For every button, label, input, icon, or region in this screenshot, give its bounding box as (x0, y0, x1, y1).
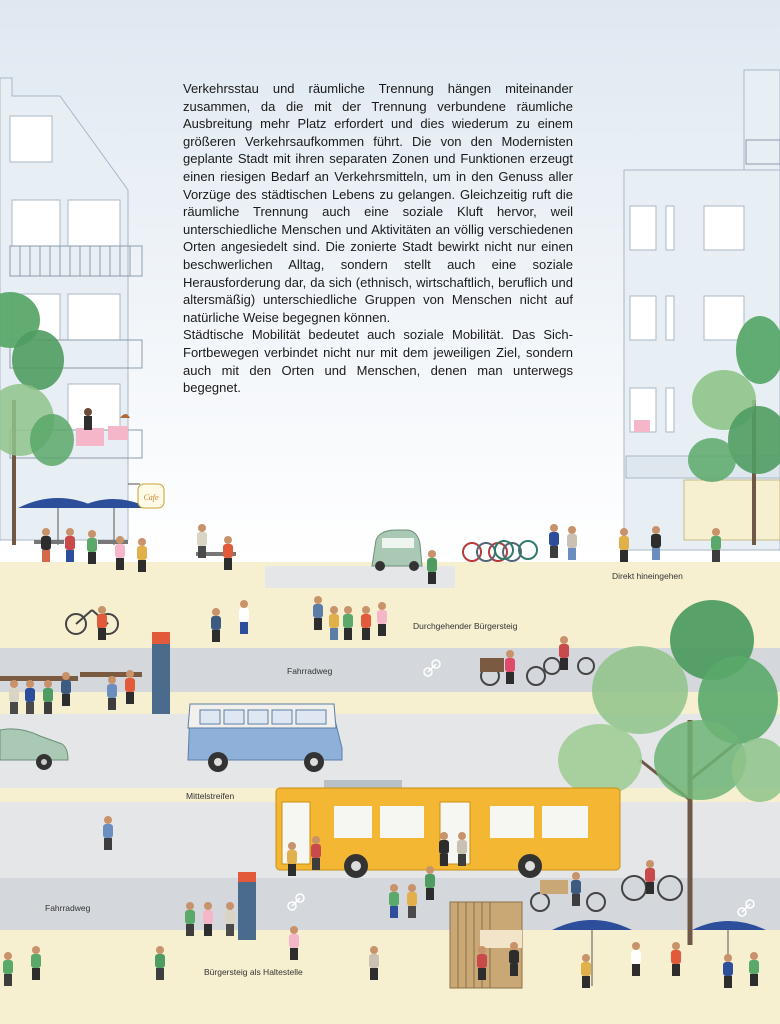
bottom-sidewalk (0, 930, 780, 1024)
person-figure (329, 606, 339, 640)
label-buergersteig-als-haltestelle: Bürgersteig als Haltestelle (204, 967, 303, 977)
person-figure (137, 538, 147, 572)
person-figure (125, 670, 135, 704)
person-figure (343, 606, 353, 640)
person-figure (571, 872, 581, 906)
person-figure (107, 676, 117, 710)
info-pillar-bottom (238, 872, 256, 940)
person-figure (225, 902, 235, 936)
article-paragraph-1: Verkehrsstau und räumliche Trennung hängen miteinander zusammen, da die mit der Trennung verbundene räumliche Ausbreitung mehr Platz erfordert und dies wiederum zu einem größeren Verkehrsaufkommen führt. Die von den Modernisten geplante Stadt mit ihren separaten Zonen und Funktionen erzeugt einen riesigen Bedarf an Verkehrsmitteln, um in den Genuss aller Vorzüge des städtischen Lebens zu gelangen. Gleichzeitig ruft die räumliche Trennung auch eine soziale Kluft hervor, weil unterschiedliche Menschen und Aktivitäten an völlig verschiedenen Orten angesiedelt sind. Die zonierte Stadt bewirkt nicht nur einen beschwerlichen Alltag, sondern stellt auch eine soziale Herausforderung dar, da sich (ethnisch, wirtschaftlich, beruflich und altersmäßig) unterschiedliche Gruppen von Menschen nicht auf natürliche Weise begegnen können. (183, 81, 573, 325)
person-figure (723, 954, 733, 988)
person-figure (239, 600, 249, 634)
person-figure (289, 926, 299, 960)
person-figure (211, 608, 221, 642)
person-figure (313, 596, 323, 630)
person-figure (3, 952, 13, 986)
person-figure (31, 946, 41, 980)
person-figure (427, 550, 437, 584)
person-figure (549, 524, 559, 558)
person-figure (389, 884, 399, 918)
person-figure (369, 946, 379, 980)
person-figure (749, 952, 759, 986)
article-text (183, 80, 573, 397)
label-fahrradweg-bottom: Fahrradweg (45, 903, 91, 913)
person-figure (559, 636, 569, 670)
person-figure (87, 530, 97, 564)
person-figure (651, 526, 661, 560)
info-pillar-top (152, 632, 170, 714)
person-figure (619, 528, 629, 562)
person-figure (65, 528, 75, 562)
article-paragraph-2: Städtische Mobilität bedeutet auch soziale Mobilität. Das Sich-Fortbewegen verbindet nicht nur mit dem jeweiligen Ziel, sondern auch mit den Orten und Menschen, denen man unterwegs begegnet. (183, 327, 573, 396)
label-mittelstreifen: Mittelstreifen (186, 791, 235, 801)
svg-text:Cafe: Cafe (143, 493, 159, 502)
person-figure (61, 672, 71, 706)
person-figure (311, 836, 321, 870)
person-figure (185, 902, 195, 936)
person-figure (197, 524, 207, 558)
person-figure (377, 602, 387, 636)
person-figure (425, 866, 435, 900)
person-figure (155, 946, 165, 980)
car-top (372, 530, 422, 571)
person-figure (631, 942, 641, 976)
person-figure (97, 606, 107, 640)
person-figure (711, 528, 721, 562)
person-figure (645, 860, 655, 894)
person-figure (671, 942, 681, 976)
person-figure (407, 884, 417, 918)
person-figure (457, 832, 467, 866)
person-figure (509, 942, 519, 976)
person-figure (41, 528, 51, 562)
person-figure (25, 680, 35, 714)
person-figure (361, 606, 371, 640)
person-figure (505, 650, 515, 684)
person-figure (115, 536, 125, 570)
person-figure (9, 680, 19, 714)
person-figure (43, 680, 53, 714)
person-figure (223, 536, 233, 570)
person-figure (439, 832, 449, 866)
person-figure (567, 526, 577, 560)
label-durchgehender-buergersteig: Durchgehender Bürgersteig (413, 621, 518, 631)
person-figure (203, 902, 213, 936)
label-fahrradweg-top: Fahrradweg (287, 666, 333, 676)
person-figure (581, 954, 591, 988)
label-direkt-hineingehen: Direkt hineingehen (612, 571, 683, 581)
person-figure (287, 842, 297, 876)
person-figure (477, 946, 487, 980)
person-figure (103, 816, 113, 850)
